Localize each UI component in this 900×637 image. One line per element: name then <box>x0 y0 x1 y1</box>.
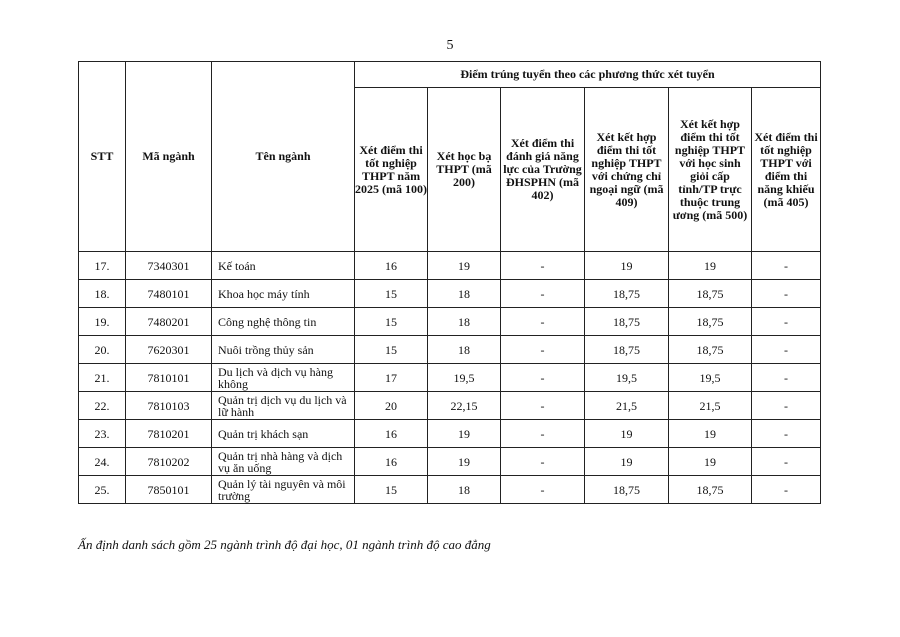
cell-code: 7810103 <box>126 392 212 420</box>
cell-score-402: - <box>501 308 585 336</box>
cell-name: Khoa học máy tính <box>212 280 355 308</box>
cell-score-405: - <box>752 308 821 336</box>
cell-score-402: - <box>501 280 585 308</box>
cell-score-409: 21,5 <box>585 392 669 420</box>
table-row <box>79 476 821 504</box>
cell-code: 7810101 <box>126 364 212 392</box>
cell-score-200: 18 <box>428 336 501 364</box>
cell-name: Du lịch và dịch vụ hàng không <box>212 364 355 392</box>
cell-score-100: 15 <box>355 280 428 308</box>
admission-scores-table <box>78 61 821 504</box>
cell-score-405: - <box>752 392 821 420</box>
cell-score-402: - <box>501 448 585 476</box>
cell-score-500: 18,75 <box>669 336 752 364</box>
cell-stt: 22. <box>79 392 126 420</box>
header-code: Mã ngành <box>126 62 212 252</box>
header-method-402: Xét điểm thi đánh giá năng lực của Trường ĐHSPHN (mã 402) <box>501 88 585 252</box>
header-method-100: Xét điểm thi tốt nghiệp THPT năm 2025 (mã 100) <box>355 88 428 252</box>
cell-score-100: 15 <box>355 308 428 336</box>
cell-stt: 19. <box>79 308 126 336</box>
cell-code: 7340301 <box>126 252 212 280</box>
header-method-409: Xét kết hợp điểm thi tốt nghiệp THPT với chứng chỉ ngoại ngữ (mã 409) <box>585 88 669 252</box>
cell-score-200: 18 <box>428 308 501 336</box>
cell-stt: 20. <box>79 336 126 364</box>
cell-score-405: - <box>752 364 821 392</box>
header-methods-group: Điểm trúng tuyển theo các phương thức xét tuyển <box>355 62 821 88</box>
cell-score-409: 19 <box>585 420 669 448</box>
header-method-200: Xét học bạ THPT (mã 200) <box>428 88 501 252</box>
cell-code: 7850101 <box>126 476 212 504</box>
cell-stt: 23. <box>79 420 126 448</box>
cell-score-405: - <box>752 448 821 476</box>
cell-code: 7480101 <box>126 280 212 308</box>
cell-score-100: 17 <box>355 364 428 392</box>
cell-score-100: 15 <box>355 476 428 504</box>
cell-score-409: 19 <box>585 252 669 280</box>
cell-stt: 18. <box>79 280 126 308</box>
page-number: 5 <box>446 38 454 53</box>
cell-score-402: - <box>501 252 585 280</box>
header-method-405: Xét điểm thi tốt nghiệp THPT với điểm thi năng khiếu (mã 405) <box>752 88 821 252</box>
cell-score-200: 22,15 <box>428 392 501 420</box>
cell-score-409: 18,75 <box>585 476 669 504</box>
table-row <box>79 308 821 336</box>
cell-score-200: 18 <box>428 476 501 504</box>
cell-name: Quản trị nhà hàng và dịch vụ ăn uống <box>212 448 355 476</box>
cell-code: 7620301 <box>126 336 212 364</box>
cell-score-100: 16 <box>355 448 428 476</box>
cell-name: Quản trị dịch vụ du lịch và lữ hành <box>212 392 355 420</box>
header-name: Tên ngành <box>212 62 355 252</box>
cell-score-500: 18,75 <box>669 476 752 504</box>
table-row <box>79 252 821 280</box>
table-row <box>79 420 821 448</box>
cell-name: Quản trị khách sạn <box>212 420 355 448</box>
cell-score-409: 19 <box>585 448 669 476</box>
cell-score-402: - <box>501 420 585 448</box>
cell-score-405: - <box>752 420 821 448</box>
cell-score-402: - <box>501 476 585 504</box>
cell-score-500: 21,5 <box>669 392 752 420</box>
cell-stt: 21. <box>79 364 126 392</box>
cell-score-200: 18 <box>428 280 501 308</box>
cell-score-100: 16 <box>355 252 428 280</box>
cell-score-409: 19,5 <box>585 364 669 392</box>
cell-stt: 25. <box>79 476 126 504</box>
cell-name: Công nghệ thông tin <box>212 308 355 336</box>
cell-score-405: - <box>752 280 821 308</box>
table-row <box>79 392 821 420</box>
cell-score-500: 19 <box>669 420 752 448</box>
cell-score-200: 19,5 <box>428 364 501 392</box>
cell-score-500: 18,75 <box>669 280 752 308</box>
cell-stt: 24. <box>79 448 126 476</box>
cell-score-405: - <box>752 476 821 504</box>
table-row <box>79 280 821 308</box>
cell-code: 7810201 <box>126 420 212 448</box>
cell-name: Nuôi trồng thủy sản <box>212 336 355 364</box>
cell-score-200: 19 <box>428 448 501 476</box>
cell-score-100: 16 <box>355 420 428 448</box>
cell-score-100: 20 <box>355 392 428 420</box>
cell-code: 7480201 <box>126 308 212 336</box>
header-stt: STT <box>79 62 126 252</box>
cell-score-500: 18,75 <box>669 308 752 336</box>
cell-score-405: - <box>752 336 821 364</box>
cell-score-500: 19 <box>669 448 752 476</box>
cell-score-405: - <box>752 252 821 280</box>
cell-name: Kế toán <box>212 252 355 280</box>
table-row <box>79 336 821 364</box>
cell-stt: 17. <box>79 252 126 280</box>
cell-score-200: 19 <box>428 252 501 280</box>
cell-score-500: 19,5 <box>669 364 752 392</box>
table-row <box>79 364 821 392</box>
table-row <box>79 448 821 476</box>
cell-score-100: 15 <box>355 336 428 364</box>
footnote: Ấn định danh sách gồm 25 ngành trình độ đại học, 01 ngành trình độ cao đẳng <box>78 537 491 552</box>
cell-score-402: - <box>501 392 585 420</box>
cell-score-409: 18,75 <box>585 336 669 364</box>
cell-code: 7810202 <box>126 448 212 476</box>
cell-score-402: - <box>501 336 585 364</box>
cell-score-500: 19 <box>669 252 752 280</box>
cell-score-200: 19 <box>428 420 501 448</box>
header-method-500: Xét kết hợp điểm thi tốt nghiệp THPT với học sinh giỏi cấp tỉnh/TP trực thuộc trung ương (mã 500) <box>669 88 752 252</box>
cell-score-409: 18,75 <box>585 280 669 308</box>
cell-score-409: 18,75 <box>585 308 669 336</box>
cell-score-402: - <box>501 364 585 392</box>
cell-name: Quản lý tài nguyên và môi trường <box>212 476 355 504</box>
